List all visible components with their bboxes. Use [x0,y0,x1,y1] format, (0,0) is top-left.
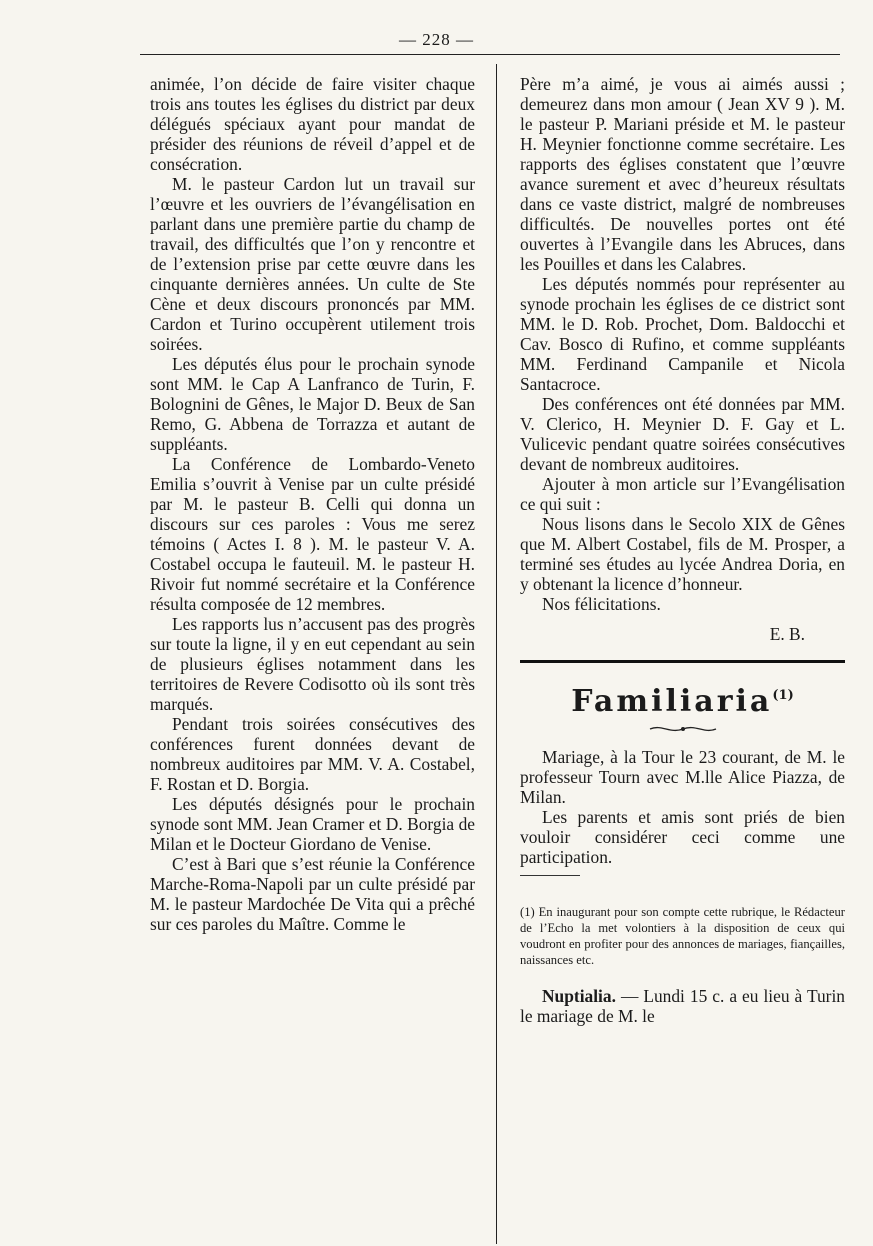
paragraph: Les parents et amis sont priés de bien vouloir considérer ceci comme une participation. [520,807,845,867]
paragraph: Ajouter à mon article sur l’Evangélisation ce qui suit : [520,474,845,514]
paragraph: Des conférences ont été données par MM. V. Clerico, H. Meynier D. F. Gay et L. Vulicevic pendant quatre soirées consécutives devant de nombreux auditoires. [520,394,845,474]
nuptialia-paragraph [520,986,845,1026]
paragraph: Nous lisons dans le Secolo XIX de Gênes que M. Albert Costabel, fils de M. Prosper, a terminé ses études au lycée Andrea Doria, en y obtenant la licence d’honneur. [520,514,845,594]
paragraph: Les rapports lus n’accusent pas des progrès sur toute la ligne, il y en eut cependant au sein de plusieurs églises notamment dans les territoires de Revere Codisotto où ils sont très marqués. [150,614,475,714]
paragraph: Les députés nommés pour représenter au synode prochain les églises de ce district sont MM. le D. Rob. Prochet, Dom. Baldocchi et Cav. Bosco di Rufino, et comme suppléants MM. Ferdinand Campanile et Nicola Santacroce. [520,274,845,394]
paragraph: C’est à Bari que s’est réunie la Conférence Marche-Roma-Napoli par un culte présidé par M. le pasteur Mardochée De Vita qui a prêché sur ces paroles du Maître. Comme le [150,854,475,934]
paragraph: Pendant trois soirées consécutives des conférences furent données devant de nombreux auditoires par MM. V. A. Costabel, F. Rostan et D. Borgia. [150,714,475,794]
section-title-text: Familiaria [571,684,773,719]
paragraph: Père m’a aimé, je vous ai aimés aussi ; demeurez dans mon amour ( Jean XV 9 ). M. le pasteur P. Mariani préside et M. le pasteur H. Meynier fonctionne comme secrétaire. Les rapports des églises constatent que l’œuvre avance surement et avec d’heureux résultats dans ce vaste district, malgré de nombreuses difficultés. De nouvelles portes ont été ouvertes à l’Evangile dans les Abruces, dans les Pouilles et dans les Calabres. [520,74,845,274]
section-title [520,679,845,719]
ornament-flourish-icon [648,723,718,735]
paragraph: La Conférence de Lombardo-Veneto Emilia s’ouvrit à Venise par un culte présidé par M. le pasteur B. Celli qui donna un discours sur ces paroles : Vous me serez témoins ( Actes I. 8 ). M. le pasteur V. A. Costabel occupa le fauteuil. M. le pasteur H. Rivoir fut nommé secrétaire et la Conférence résulta composée de 12 membres. [150,454,475,614]
nuptialia-label: Nuptialia. [542,986,616,1006]
paragraph: Mariage, à la Tour le 23 courant, de M. le professeur Tourn avec M.lle Alice Piazza, de Milan. [520,747,845,807]
paragraph: Nos félicitations. [542,594,661,614]
section-rule [520,660,845,663]
paragraph: Les députés élus pour le prochain synode sont MM. le Cap A Lanfranco de Turin, F. Bolognini de Gênes, le Major D. Beux de San Remo, G. Abbena de Torrazza et autant de suppléants. [150,354,475,454]
column-divider [496,64,497,1244]
page-number: — 228 — [399,30,474,49]
footnote-rule [520,875,580,876]
paragraph: M. le pasteur Cardon lut un travail sur l’œuvre et les ouvriers de l’évangélisation en parlant dans une première partie du champ de travail, des difficultés que l’on y rencontre et de l’extension prise par cette œuvre dans les cinquante dernières années. Un culte de Ste Cène et deux discours prononcés par MM. Cardon et Turino occupèrent utilement trois soirées. [150,174,475,354]
nuptialia-text: — Lundi 15 c. a eu lieu à Turin le mariage de M. le [520,986,845,1026]
left-column [150,74,475,934]
right-column [520,74,845,1026]
footnote-mark: (1) [772,688,794,703]
paragraph: animée, l’on décide de faire visiter chaque trois ans toutes les églises du district par deux délégués spéciaux ayant pour mandat de présider des réunions de réveil d’appel et de consécration. [150,74,475,174]
footnote: (1) En inaugurant pour son compte cette rubrique, le Rédacteur de l’Echo la met volontiers à la disposition de ceux qui voudront en profiter pour des annonces de mariages, fiançailles, naissances etc. [520,905,845,967]
paragraph: Les députés désignés pour le prochain synode sont MM. Jean Cramer et D. Borgia de Milan et le Docteur Giordano de Venise. [150,794,475,854]
header-rule [140,54,840,55]
signature: E. B. [769,624,805,644]
